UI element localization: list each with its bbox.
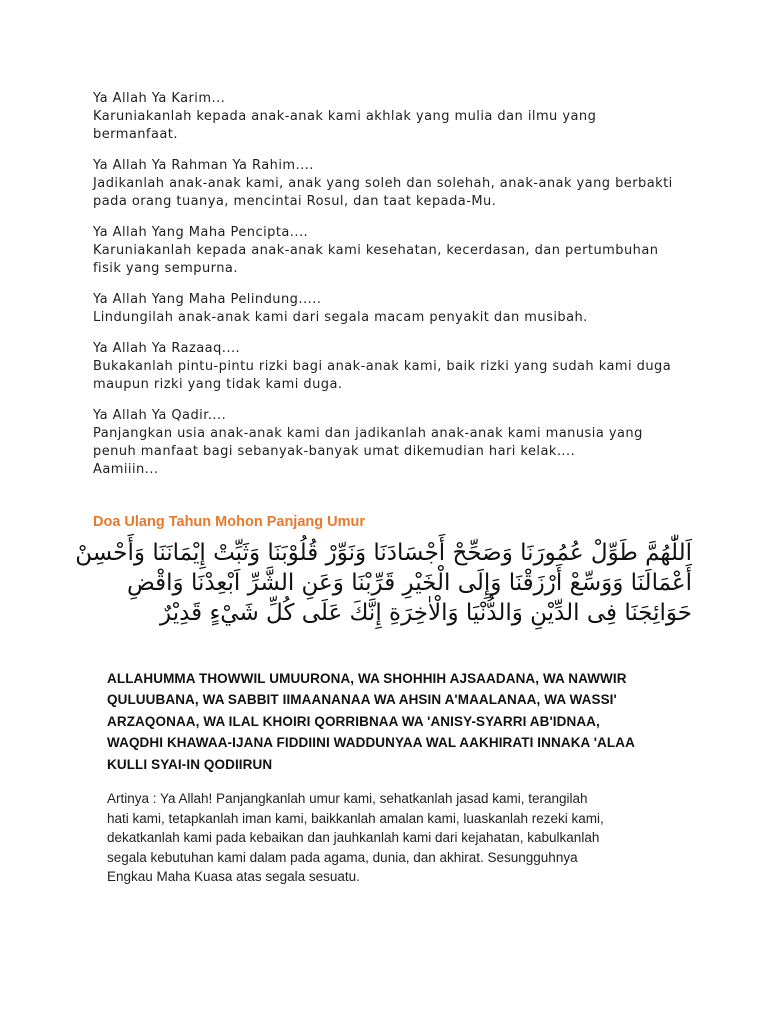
meaning-line: Engkau Maha Kuasa atas segala sesuatu. [107,869,360,884]
meaning-line: dekatkanlah kami pada kebaikan dan jauhkanlah kami dari kejahatan, kabulkanlah [107,830,600,845]
prayer-line: Aamiiin... [93,462,159,477]
prayer-line: Lindungilah anak-anak kami dari segala macam penyakit dan musibah. [93,310,588,325]
transliteration [107,668,707,775]
prayer-list [93,90,693,492]
prayer-line: Ya Allah Ya Rahman Ya Rahim.... [93,158,314,173]
prayer-line: Karuniakanlah kepada anak-anak kami akhlak yang mulia dan ilmu yang [93,109,597,124]
prayer-line: fisik yang sempurna. [93,261,238,276]
prayer-line: Ya Allah Ya Karim... [93,91,226,106]
prayer-line: maupun rizki yang tidak kami duga. [93,377,343,392]
prayer-line: bermanfaat. [93,127,178,142]
prayer-line: Karuniakanlah kepada anak-anak kami kesehatan, kecerdasan, dan pertumbuhan [93,243,659,258]
prayer-line: Panjangkan usia anak-anak kami dan jadikanlah anak-anak kami manusia yang [93,426,643,441]
section-heading: Doa Ulang Tahun Mohon Panjang Umur [93,514,366,530]
meaning-line: segala kebutuhan kami dalam pada agama, dunia, dan akhirat. Sesungguhnya [107,849,578,865]
transliteration-line: QULUUBANA, WA SABBIT IIMAANANAA WA AHSIN A'MAALANAA, WA WASSI' [107,692,617,708]
arabic-line: أَعْمَالَنَا وَوَسِّعْ أَرْزَقْنَا وَإِلَى الْخَيْرِ قَرِّبْنَا وَعَنِ الشَّرِّ اَبْعِدْنَا وَاقْضِ [126,570,692,596]
prayer-line: Ya Allah Ya Razaaq.... [93,341,241,356]
arabic-prayer [75,538,692,628]
translation-meaning [107,789,707,887]
meaning-line: hati kami, tetapkanlah iman kami, baikkanlah amalan kami, luaskanlah rezeki kami, [107,810,604,826]
transliteration-line: KULLI SYAI-IN QODIIRUN [107,756,273,772]
prayer-line: penuh manfaat bagi sebanyak-banyak umat dikemudian hari kelak.... [93,444,576,459]
meaning-line: Artinya : Ya Allah! Panjangkanlah umur kami, sehatkanlah jasad kami, terangilah [107,791,588,806]
prayer-block [93,407,693,479]
prayer-block [93,90,693,144]
prayer-line: Bukakanlah pintu-pintu rizki bagi anak-anak kami, baik rizki yang sudah kami duga [93,359,672,374]
prayer-line: Ya Allah Yang Maha Pelindung..... [93,292,322,307]
arabic-line: اَللّٰهُمَّ طَوِّلْ عُمُورَنَا وَصَحِّحْ أَجْسَادَنَا وَنَوِّرْ قُلُوْبَنَا وَثَبِّتْ إِيْمَانَنَا وَأَحْسِنْ [75,540,692,566]
prayer-line: Jadikanlah anak-anak kami, anak yang soleh dan solehah, anak-anak yang berbakti [93,176,673,191]
transliteration-line: ARZAQONAA, WA ILAL KHOIRI QORRIBNAA WA 'ANISY-SYARRI AB'IDNAA, [107,713,600,729]
prayer-line: pada orang tuanya, mencintai Rosul, dan taat kepada-Mu. [93,194,497,209]
prayer-line: Ya Allah Ya Qadir.... [93,408,227,423]
prayer-block [93,224,693,278]
prayer-line: Ya Allah Yang Maha Pencipta.... [93,225,309,240]
transliteration-line: ALLAHUMMA THOWWIL UMUURONA, WA SHOHHIH AJSAADANA, WA NAWWIR [107,671,627,686]
transliteration-line: WAQDHI KHAWAA-IJANA FIDDIINI WADDUNYAA WAL AAKHIRATI INNAKA 'ALAA [107,735,635,751]
prayer-block [93,340,693,394]
arabic-line: حَوَائِجَنَا فِى الدِّيْنِ وَالدُّنْيَا وَالْاٰخِرَةِ إِنَّكَ عَلَى كُلِّ شَيْءٍ قَدِيْرٌ [160,600,692,626]
prayer-block [93,157,693,211]
prayer-block [93,291,693,327]
